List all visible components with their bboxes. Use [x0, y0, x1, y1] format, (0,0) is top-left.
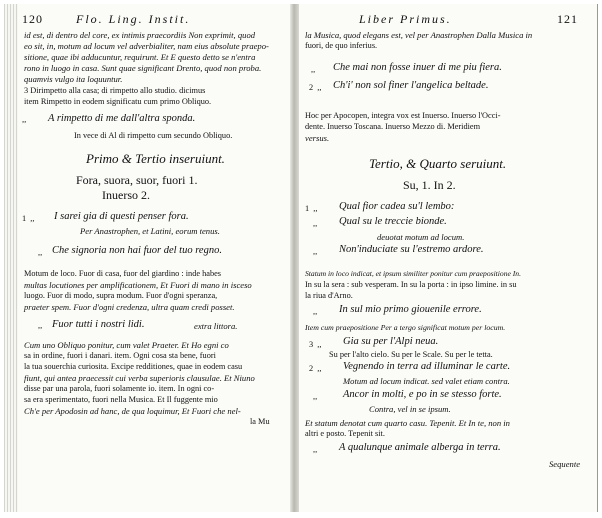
text-line: In su la sera : sub vesperam. In su la porta : in ipso limine. in su [305, 280, 517, 289]
verse-line: Che signoria non hai fuor del tuo regno. [52, 245, 222, 256]
right-page: Liber Primus. 121 la Musica, quod elegans est, vel per Anastrophen Dalla Musica in fuori, de quo inferius. ,, Che mai non fosse inuer di me piu fiera. 2 ,, Ch'i' non sol finer l'angelica beltade. Hoc per Apocopen, integra vox est Inuerso. Inuerso l'Occi- dente. Inuerso Toscana. Inuerso Mezzo di. Meridiem versus. Tertio, & Quarto seruiunt. Su, 1. In 2. 1 ,, Qual fior cadea su'l lembo: ,, Qual su le treccie bionde. deuotat motum ad locum. ,, Non'induciate su l'estremo ardore. Statum in loco indicat, et ipsum similiter ponitur cum praepositione In. In su la sera : sub vesperam. In su la porta : in ipso limine. in su la riua d'Arno. ,, In sul mio primo giouenile errore. Item cum praepositione Per a tergo significat motum per locum. 3 ,, Gia su per l'Alpi neua. Su per l'alto cielo. Su per le Scale. Su per le tetta. 2 ,, Vegnendo in terra ad illuminar le carte. Motum ad locum indicat. sed valet etiam contra. ,, Ancor in molti, e po in se stesso forte. Contra, vel in se ipsum. Et statum denotat cum quarto casu. Tepenit. Et In te, non in altri e posto. Tepenit sit. ,, A qualunque animale alberga in terra. Sequente [299, 4, 597, 512]
verse-line: I sarei gia di questi penser fora. [54, 211, 189, 222]
text-line: altri e posto. Tepenit sit. [305, 429, 385, 438]
book-gutter [290, 4, 299, 512]
section-heading: Tertio, & Quarto seruiunt. [369, 156, 507, 171]
text-line: Motum ad locum indicat. sed valet etiam contra. [343, 376, 510, 386]
text-line: fiunt, qui antea praecessit cui verba superioris clausulae. Et Niuno [24, 373, 255, 383]
verse-line: Vegnendo in terra ad illuminar le carte. [343, 361, 511, 372]
page-number: 120 [22, 12, 43, 26]
verse-line: Ancor in molti, e po in se stesso forte. [343, 389, 502, 400]
text-line: Et statum denotat cum quarto casu. Tepenit. Et In te, non in [305, 418, 510, 428]
left-page: 120 Flo. Ling. Instit. id est, di dentro del core, ex intimis praecordiis Non exprimit, quod eo sit, in, motum ad locum vel adverbialiter, nam eius absolute praepo- sitione, quae ibi adducuntur, requirunt. Et E questo detto se n'entra rono in luogo in casa. Sunt quae significant Drento, quod non proba. quamvis vulgo ita loquuntur. 3 Dirimpetto alla casa; di rimpetto allo studio. dicimus item Rimpetto in eodem significatu cum primo Obliquo. ,, A rimpetto di me dall'altra sponda. In vece di Al di rimpetto cum secundo Obliquo. Primo & Tertio inseruiunt. Fora, suora, suor, fuori 1. Inuerso 2. 1 ,, I sarei gia di questi penser fora. Per Anastrophen, et Latini, eorum tenus. ,, Che signoria non hai fuor del tuo regno. Motum de loco. Fuor di casa, fuor del giardino : inde habes multas locutiones per amplificationem, Et Fuori di mano in isceso luogo. Fuor di modo, supra modum. Fuor d'ogni speranza, praeter spem. Fuor d'ogni credenza, ultra quam credi posset. ,, Fuor tutti i nostri lidi. extra littora. Cum uno Obliquo ponitur, cum valet Praeter. Et Ho egni co sa in ordine, fuori i danari. item. Ogni cosa sta bene, fuori la tua souerchia curiosita. Excipe redditiones, quae in eodem casu fiunt, qui antea praecessit cui verba superioris clausulae. Et Niuno disse par una parola, fuori solamente io. item. In ogni co- sa era sperimentato, fuori nella Musica. Et Il fuggente mio Ch'e per Apodosin ad hanc, de qua loquimur, Et Fuori che nel- la Mu [18, 4, 290, 512]
text-line: quamvis vulgo ita loquuntur. [24, 74, 123, 84]
text-line: Contra, vel in se ipsum. [369, 404, 451, 414]
verse-line: A rimpetto di me dall'altra sponda. [48, 113, 196, 124]
running-title: Liber Primus. [359, 12, 452, 26]
running-title: Flo. Ling. Instit. [76, 12, 191, 26]
text-line: Cum uno Obliquo ponitur, cum valet Praeter. Et Ho egni co [24, 340, 229, 350]
verse-line: Gia su per l'Alpi neua. [343, 336, 439, 347]
verse-line: Qual su le treccie bionde. [339, 216, 447, 227]
text-line: Ch'e per Apodosin ad hanc, de qua loquimur, Et Fuori che nel- [24, 406, 241, 416]
text-line: fuori, de quo inferius. [305, 41, 378, 50]
open-book [4, 4, 598, 512]
verse-line: Non'induciate su l'estremo ardore. [339, 244, 484, 255]
text-line: Hoc per Apocopen, integra vox est Inuerso. Inuerso l'Occi- [305, 111, 501, 120]
verse-line: Fuor tutti i nostri lidi. [52, 319, 145, 330]
text-line: Statum in loco indicat, et ipsum similiter ponitur cum praepositione In. [305, 269, 521, 278]
text-line: praeter spem. Fuor d'ogni credenza, ultra quam credi posset. [24, 302, 235, 312]
text-line: la Musica, quod elegans est, vel per Anastrophen Dalla Musica in [305, 30, 533, 40]
text-line: la Mu [250, 417, 270, 426]
text-line: sa era sperimentato, fuori nella Musica. Et Il fuggente mio [24, 395, 218, 404]
text-line: In vece di Al di rimpetto cum secundo Obliquo. [74, 131, 233, 140]
text-line: Item cum praepositione Per a tergo significat motum per locum. [305, 323, 506, 332]
catchword: Sequente [549, 459, 581, 469]
verse-line: Ch'i' non sol finer l'angelica beltade. [333, 80, 489, 91]
text-line: sitione, quae ibi adducuntur, requirunt. Et E questo detto se n'entra [24, 52, 256, 62]
page-stack-edge [4, 4, 18, 512]
text-line: extra littora. [194, 321, 238, 331]
text-line: dente. Inuerso Toscana. Inuerso Mezzo di. Meridiem [305, 122, 481, 131]
text-line: sa in ordine, fuori i danari. item. Ogni cosa sta bene, fuori [24, 351, 216, 360]
text-line: Su per l'alto cielo. Su per le Scale. Su per le tetta. [329, 350, 493, 359]
text-line: item Rimpetto in eodem significatu cum primo Obliquo. [24, 97, 212, 106]
subheading: Su, 1. In 2. [403, 178, 456, 192]
text-line: deuotat motum ad locum. [377, 232, 465, 242]
text-line: Motum de loco. Fuor di casa, fuor del giardino : inde habes [24, 269, 222, 278]
subheading: Inuerso 2. [102, 188, 150, 202]
text-line: id est, di dentro del core, ex intimis praecordiis Non exprimit, quod [24, 30, 256, 40]
text-line: luogo. Fuor di modo, supra modum. Fuor d'ogni speranza, [24, 291, 218, 300]
subheading: Fora, suora, suor, fuori 1. [76, 173, 198, 187]
text-line: eo sit, in, motum ad locum vel adverbialiter, nam eius absolute praepo- [24, 41, 269, 51]
text-line: la tua souerchia curiosita. Excipe redditiones, quae in eodem casu [24, 362, 243, 371]
section-heading: Primo & Tertio inseruiunt. [86, 151, 225, 166]
verse-line: Qual fior cadea su'l lembo: [339, 201, 455, 212]
text-line: versus. [305, 133, 330, 143]
verse-line: Che mai non fosse inuer di me piu fiera. [333, 62, 502, 73]
text-line: disse par una parola, fuori solamente io. item. In ogni co- [24, 384, 215, 393]
verse-line: In sul mio primo giouenile errore. [339, 304, 482, 315]
text-line: 3 Dirimpetto alla casa; di rimpetto allo studio. dicimus [24, 86, 206, 95]
text-line: rono in luogo in casa. Sunt quae significant Drento, quod non proba. [24, 63, 262, 73]
page-number: 121 [557, 12, 578, 26]
text-line: Per Anastrophen, et Latini, eorum tenus. [80, 226, 220, 236]
page-edge [597, 4, 598, 512]
verse-line: A qualunque animale alberga in terra. [339, 442, 501, 453]
text-line: multas locutiones per amplificationem, Et Fuori di mano in isceso [24, 280, 252, 290]
text-line: la riua d'Arno. [305, 291, 353, 300]
